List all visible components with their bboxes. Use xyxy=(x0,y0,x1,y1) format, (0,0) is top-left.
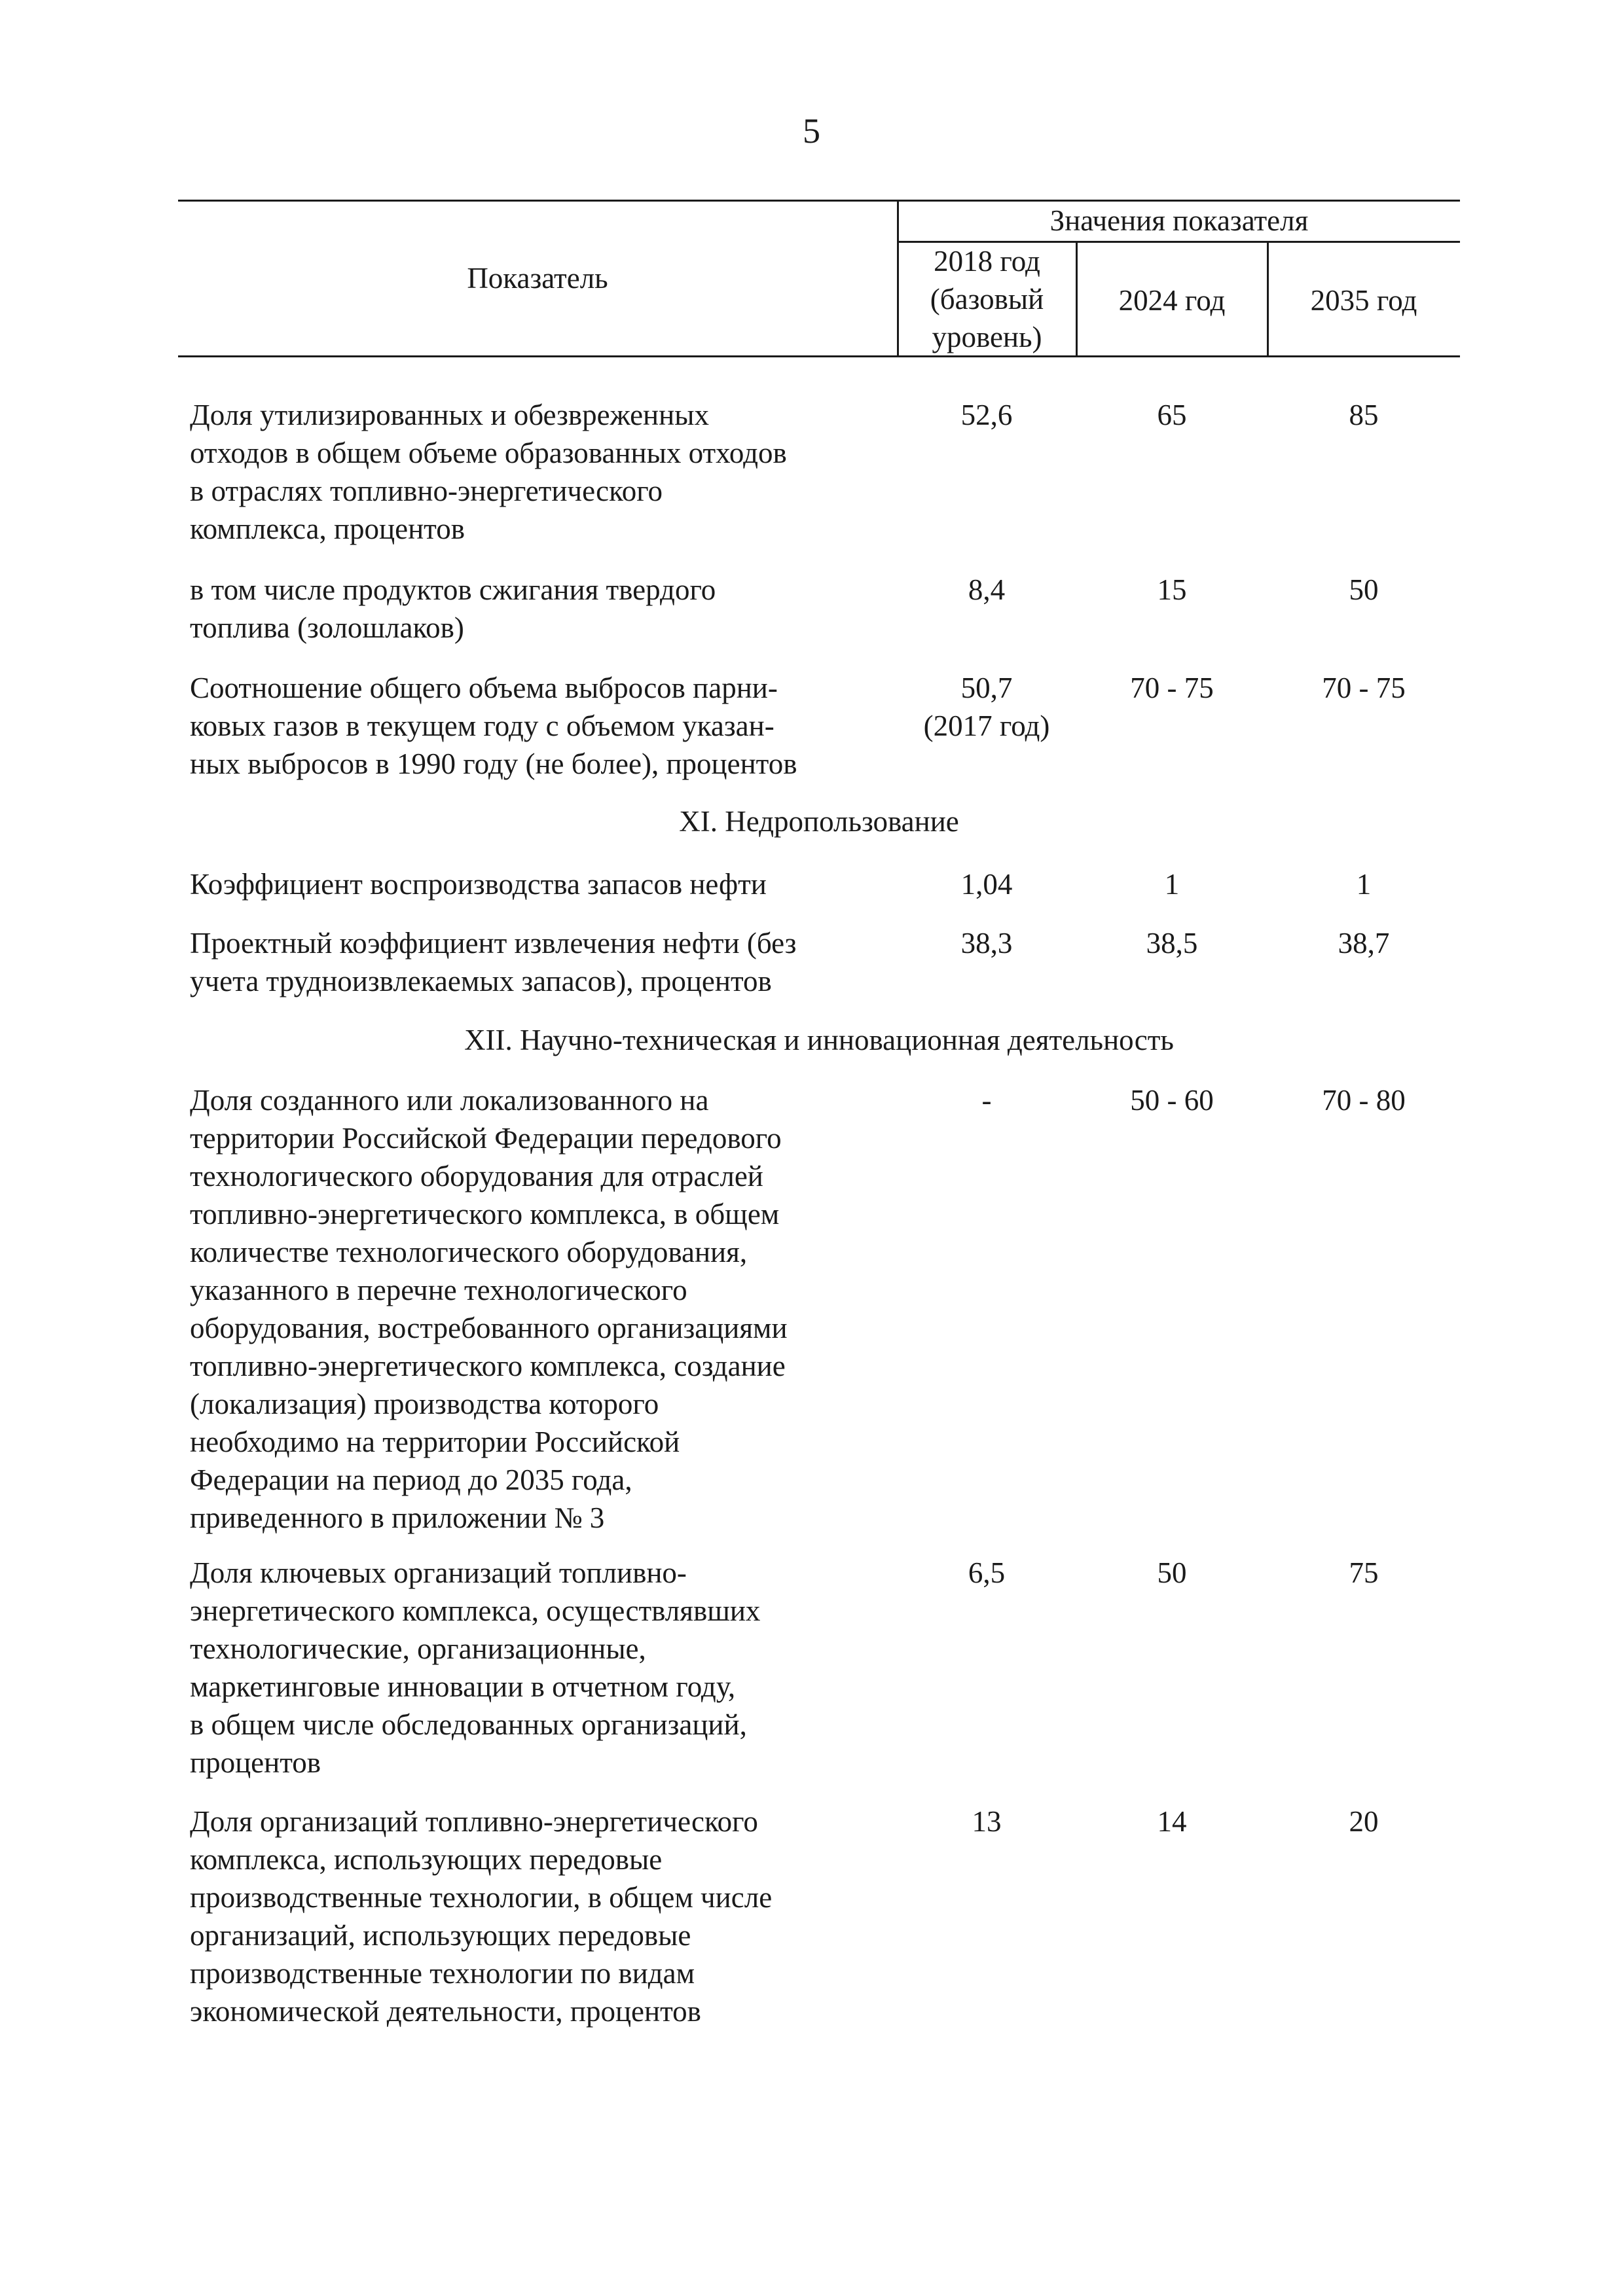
section-heading-xi: XI. Недропользование xyxy=(679,805,959,838)
value-2035: 1 xyxy=(1356,868,1372,901)
value-2035: 20 xyxy=(1349,1805,1379,1838)
row-label: Соотношение общего объема выбросов парни- ковых газов в текущем году с объемом указан- ных выбросов в 1990 году (не более), процентов xyxy=(190,672,797,780)
value-2035: 38,7 xyxy=(1338,927,1390,960)
value-2024: 65 xyxy=(1157,399,1187,431)
header-col-2018: 2018 год (базовый уровень) xyxy=(930,245,1044,353)
section-heading-xii: XII. Научно-техническая и инновационная деятельность xyxy=(464,1024,1174,1056)
value-2024: 50 xyxy=(1157,1556,1187,1589)
row-label: Доля утилизированных и обезвреженных отходов в общем объеме образованных отходов в отраслях топливно-энергетического комплекса, процентов xyxy=(190,399,787,545)
page-number: 5 xyxy=(803,111,820,151)
value-2024: 1 xyxy=(1164,868,1180,901)
row-label: Доля организаций топливно-энергетического комплекса, использующих передовые производственные технологии, в общем числе организаций, использующих передовые производственные технологии по видам экономической деятельности, процентов xyxy=(190,1805,773,2028)
value-2024: 70 - 75 xyxy=(1130,672,1214,704)
value-2018: 1,04 xyxy=(960,868,1013,901)
value-2018: 6,5 xyxy=(968,1556,1006,1589)
row-label: Доля созданного или локализованного на территории Российской Федерации передового технологического оборудования для отраслей топливно-энергетического комплекса, в общем количестве технологического оборудования, указанного в перечне технологического оборудования, востребованного организациями топливно-энергетического комплекса, создание (локализация) производства которого необходимо на территории Российской Федерации на период до 2035 года, приведенного в приложении № 3 xyxy=(190,1084,788,1534)
header-col-2035: 2035 год xyxy=(1310,284,1417,317)
value-2024: 14 xyxy=(1157,1805,1187,1838)
value-2024: 38,5 xyxy=(1146,927,1198,960)
header-col-2024: 2024 год xyxy=(1118,284,1226,317)
header-values-group: Значения показателя xyxy=(1049,204,1309,237)
row-label: Доля ключевых организаций топливно- энергетического комплекса, осуществлявших технологические, организационные, маркетинговые инновации в отчетном году, в общем числе обследованных организаций, процентов xyxy=(190,1556,761,1779)
value-2018: - xyxy=(981,1084,992,1117)
value-2018: 52,6 xyxy=(960,399,1013,431)
value-2024: 15 xyxy=(1157,573,1187,606)
header-indicator: Показатель xyxy=(467,262,608,295)
value-2035: 75 xyxy=(1349,1556,1379,1589)
value-2035: 70 - 80 xyxy=(1322,1084,1406,1117)
value-2018: 50,7 (2017 год) xyxy=(923,672,1050,742)
value-2024: 50 - 60 xyxy=(1130,1084,1214,1117)
row-label: в том числе продуктов сжигания твердого топлива (золошлаков) xyxy=(190,573,716,644)
value-2018: 38,3 xyxy=(960,927,1013,960)
value-2018: 8,4 xyxy=(968,573,1006,606)
value-2035: 50 xyxy=(1349,573,1379,606)
value-2035: 70 - 75 xyxy=(1322,672,1406,704)
value-2035: 85 xyxy=(1349,399,1379,431)
row-label: Коэффициент воспроизводства запасов нефти xyxy=(190,868,767,901)
value-2018: 13 xyxy=(972,1805,1002,1838)
row-label: Проектный коэффициент извлечения нефти (без учета трудноизвлекаемых запасов), процентов xyxy=(190,927,797,997)
